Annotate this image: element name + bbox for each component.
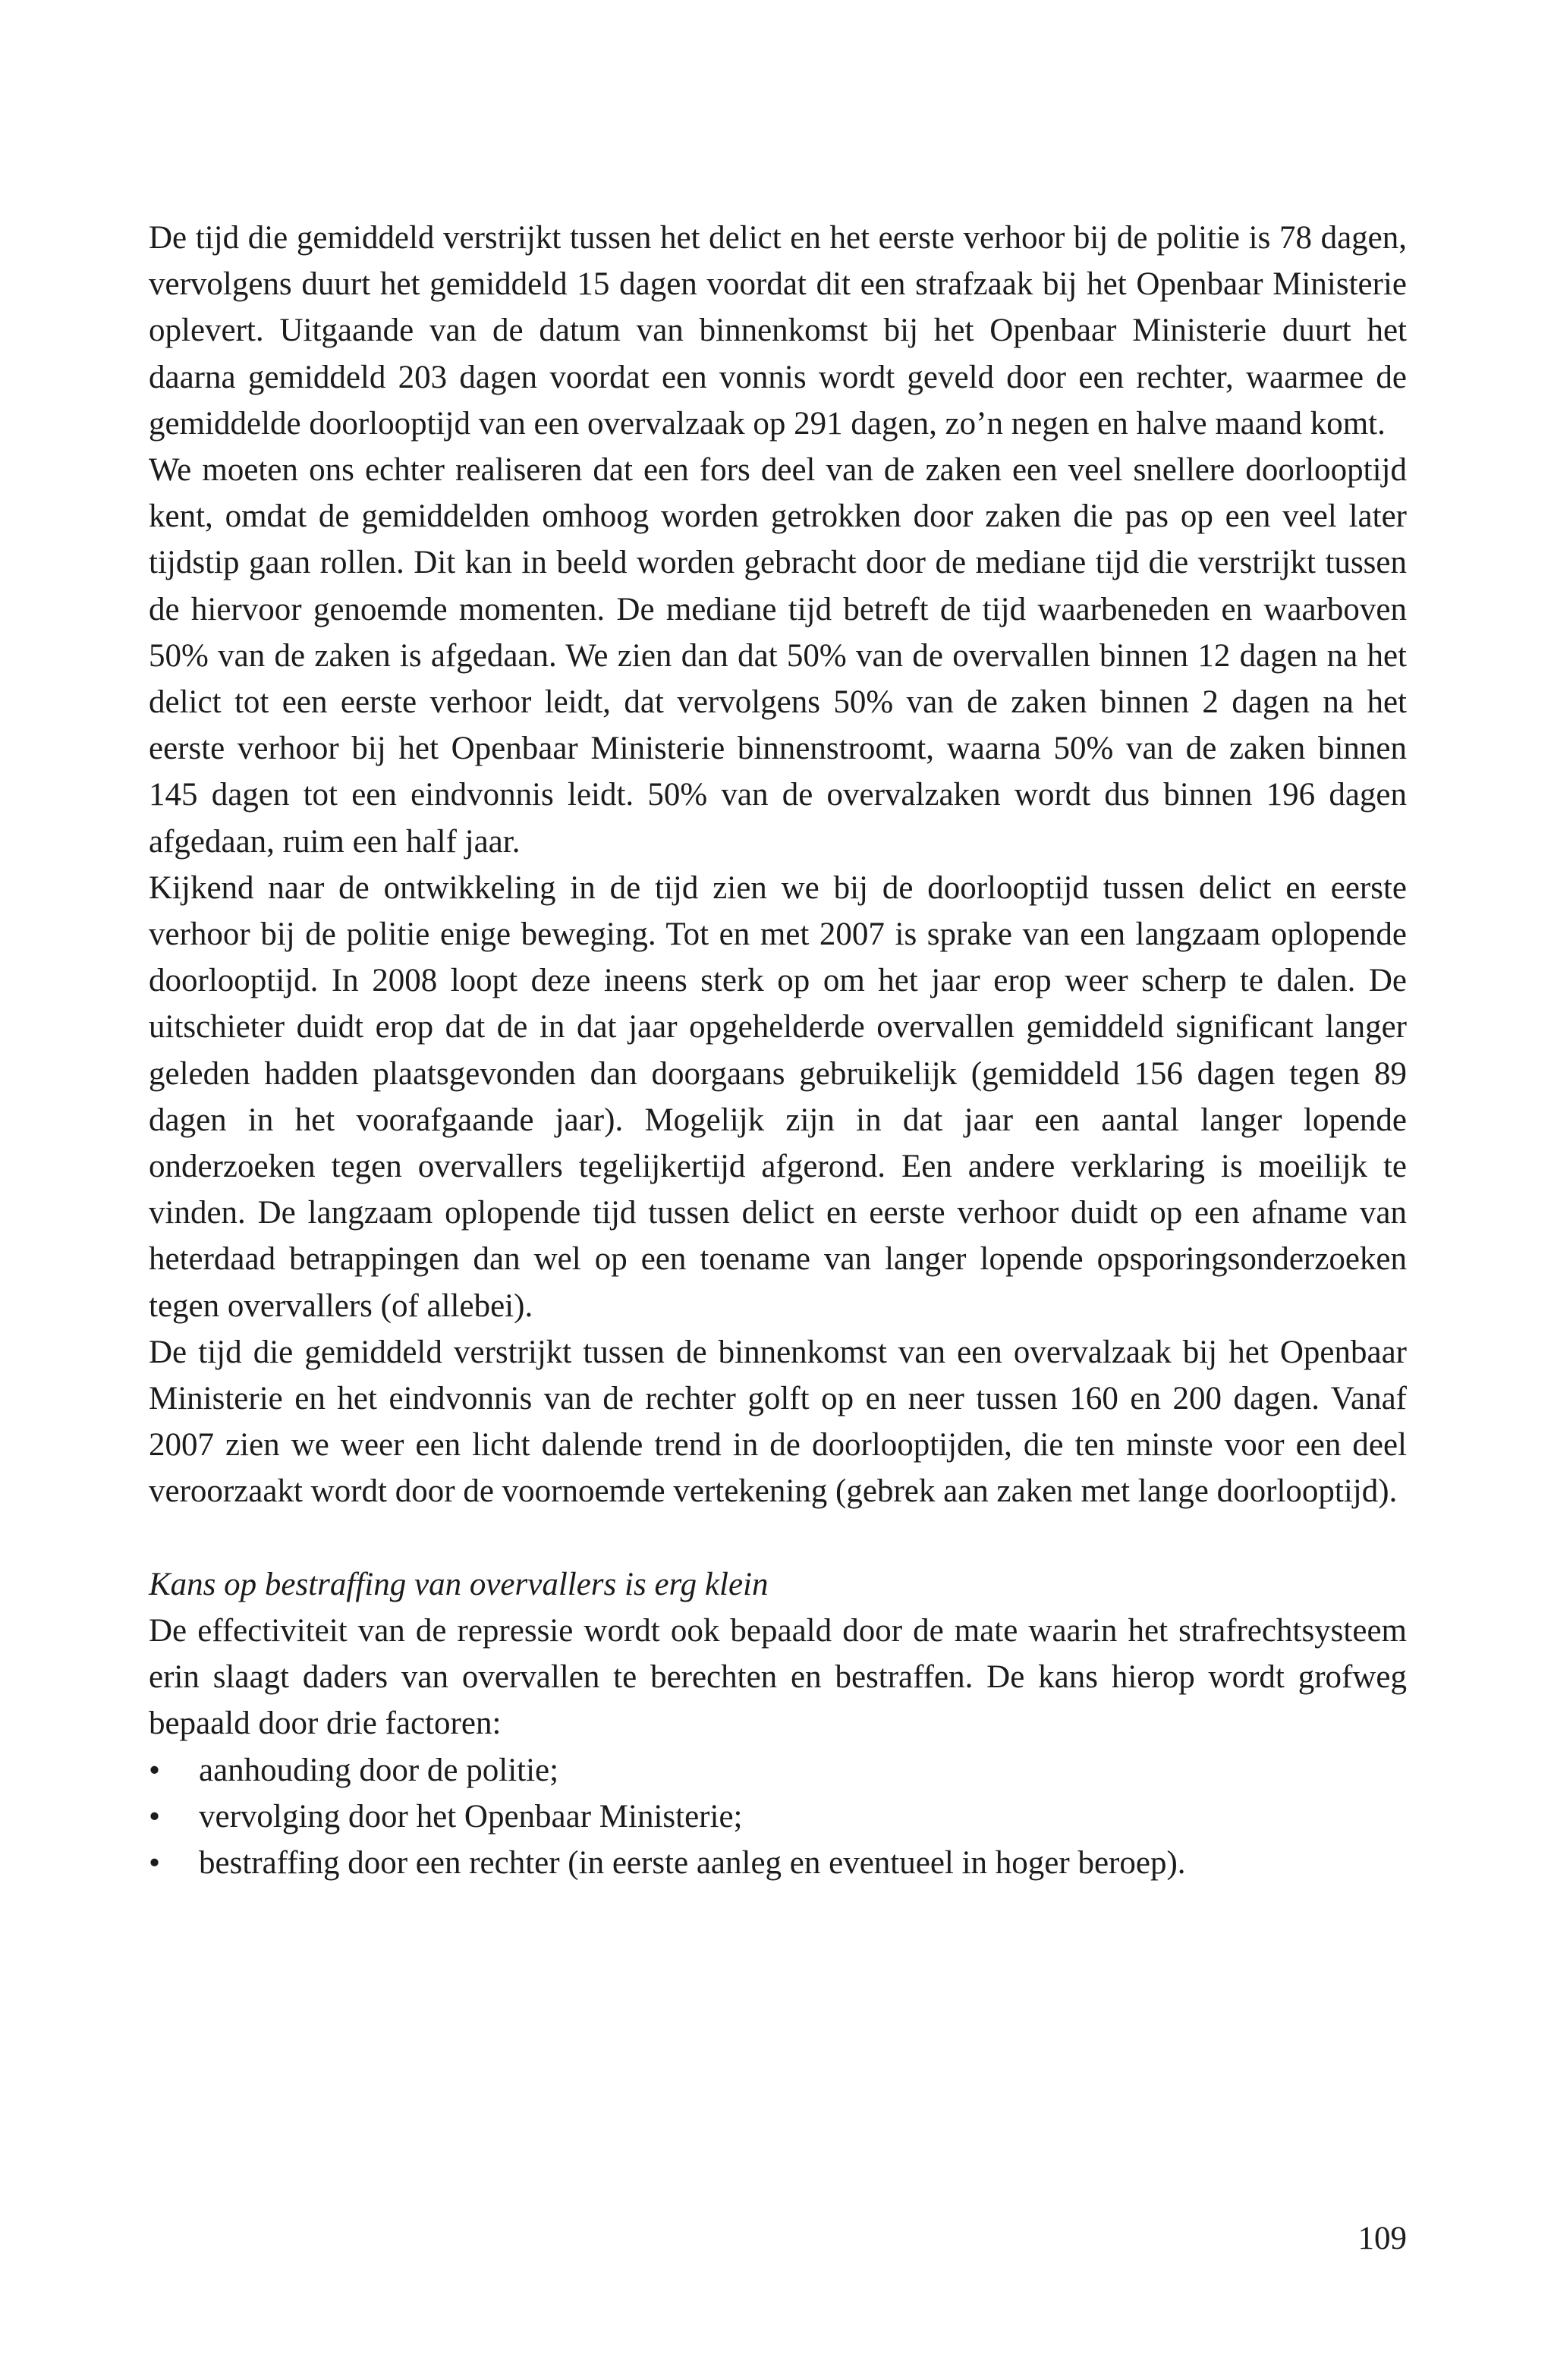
paragraph-prosecution-to-verdict: De tijd die gemiddeld verstrijkt tussen de binnenkomst van een overvalzaak bij het Openbaar Ministerie en het eindvonnis van de rechter golft op en neer tussen 160 en 200 dagen. Vanaf 2007 zien we weer een licht dalende trend in de doorlooptijden, die ten minste voor een deel veroorzaakt wordt door de voornoemde vertekening (gebrek aan zaken met lange doorlooptijd). bbox=[149, 1334, 1407, 1510]
paragraph-average-lead-time: De tijd die gemiddeld verstrijkt tussen het delict en het eerste verhoor bij de politie is 78 dagen, vervolgens duurt het gemiddeld 15 dagen voordat dit een strafzaak bij het Openbaar Ministerie oplevert. Uitgaande van de datum van binnenkomst bij het Openbaar Ministerie duurt het daarna gemiddeld 203 dagen voordat een vonnis wordt geveld door een rechter, waarmee de gemiddelde doorlooptijd van een overvalzaak op 291 dagen, zo’n negen en halve maand komt. bbox=[149, 220, 1407, 442]
section-heading: Kans op bestraffing van overvallers is erg klein bbox=[149, 1566, 769, 1602]
list-item bbox=[149, 1794, 1407, 1840]
page-number: 109 bbox=[1357, 2221, 1407, 2256]
body-text bbox=[149, 215, 1407, 1886]
bullet-icon: • bbox=[149, 1752, 161, 1788]
list-item-text: aanhouding door de politie; bbox=[199, 1752, 559, 1788]
factor-list bbox=[149, 1747, 1407, 1887]
list-item bbox=[149, 1747, 1407, 1794]
list-item-text: vervolging door het Openbaar Ministerie; bbox=[199, 1798, 743, 1835]
paragraph-median-lead-time: We moeten ons echter realiseren dat een fors deel van de zaken een veel snellere doorlooptijd kent, omdat de gemiddelden omhoog worden getrokken door zaken die pas op een veel later tijdstip gaan rollen. Dit kan in beeld worden gebracht door de mediane tijd die verstrijkt tussen de hiervoor genoemde momenten. De mediane tijd betreft de tijd waarbeneden en waarboven 50% van de zaken is afgedaan. We zien dan dat 50% van de overvallen binnen 12 dagen na het delict tot een eerste verhoor leidt, dat vervolgens 50% van de zaken binnen 2 dagen na het eerste verhoor bij het Openbaar Ministerie binnenstroomt, waarna 50% van de zaken binnen 145 dagen tot een eindvonnis leidt. 50% van de overvalzaken wordt dus binnen 196 dagen afgedaan, ruim een half jaar. bbox=[149, 452, 1407, 860]
section-intro: De effectiviteit van de repressie wordt ook bepaald door de mate waarin het strafrechtsysteem erin slaagt daders van overvallen te berechten en bestraffen. De kans hierop wordt grofweg bepaald door drie factoren: bbox=[149, 1612, 1407, 1742]
list-item bbox=[149, 1840, 1407, 1886]
paragraph-development-over-time: Kijkend naar de ontwikkeling in de tijd zien we bij de doorlooptijd tussen delict en eerste verhoor bij de politie enige beweging. Tot en met 2007 is sprake van een langzaam oplopende doorlooptijd. In 2008 loopt deze ineens sterk op om het jaar erop weer scherp te dalen. De uitschieter duidt erop dat de in dat jaar opgehelderde overvallen gemiddeld significant langer geleden hadden plaatsgevonden dan doorgaans gebruikelijk (gemiddeld 156 dagen tegen 89 dagen in het voorafgaande jaar). Mogelijk zijn in dat jaar een aantal langer lopende onderzoeken tegen overvallers tegelijkertijd afgerond. Een andere verklaring is moeilijk te vinden. De langzaam oplopende tijd tussen delict en eerste verhoor duidt op een afname van heterdaad betrappingen dan wel op een toename van langer lopende opsporingsonderzoeken tegen overvallers (of allebei). bbox=[149, 869, 1407, 1324]
bullet-icon: • bbox=[149, 1798, 161, 1835]
list-item-text: bestraffing door een rechter (in eerste aanleg en eventueel in hoger beroep). bbox=[199, 1844, 1186, 1881]
bullet-icon: • bbox=[149, 1844, 161, 1881]
